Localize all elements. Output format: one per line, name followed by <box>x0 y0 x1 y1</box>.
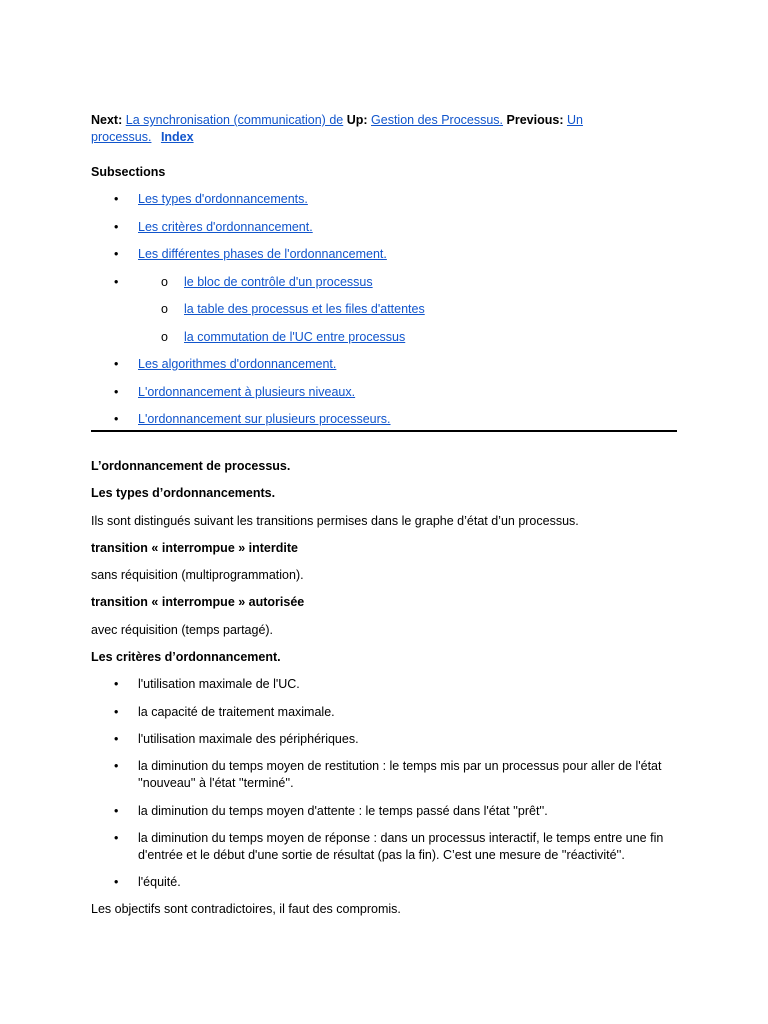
toc-link-bloc-controle[interactable]: le bloc de contrôle d'un processus <box>184 274 373 289</box>
up-link[interactable]: Gestion des Processus. <box>371 113 504 127</box>
section-title: L’ordonnancement de processus. <box>91 459 291 473</box>
toc-item <box>91 246 677 274</box>
subsections-heading: Subsections <box>91 165 166 179</box>
toc-link-criteres[interactable]: Les critères d'ordonnancement. <box>138 219 313 234</box>
toc-subitem <box>91 301 677 329</box>
previous-link-continued[interactable]: processus. <box>91 130 152 144</box>
list-item: • la diminution du temps moyen de réponse : dans un processus interactif, le temps entre une fin d'entrée et le début d'une sortie de résultat (pas la fin). C’est une mesure de ''réactivité''. <box>91 830 677 864</box>
paragraph-types: Ils sont distingués suivant les transitions permises dans le graphe d’état d’un processus. <box>91 513 579 528</box>
criteres-list <box>91 676 677 891</box>
index-link[interactable]: Index <box>160 130 194 144</box>
toc-link-niveaux[interactable]: L'ordonnancement à plusieurs niveaux. <box>138 384 356 399</box>
toc-link-table-processus[interactable]: la table des processus et les files d'attentes <box>184 302 425 316</box>
toc-item <box>91 219 677 247</box>
navigation-bar <box>91 112 677 146</box>
heading-criteres: Les critères d’ordonnancement. <box>91 650 281 665</box>
toc-link-types[interactable]: Les types d'ordonnancements. <box>138 192 308 206</box>
previous-link[interactable]: Un <box>566 113 583 127</box>
list-item: • la diminution du temps moyen de restitution : le temps mis par un processus pour aller de l'état ''nouveau'' à l'état ''terminé''. <box>91 758 677 792</box>
toc-link-processeurs[interactable]: L'ordonnancement sur plusieurs processeurs. <box>138 412 391 426</box>
toc-subitem <box>91 274 677 302</box>
toc-subitem <box>91 329 677 357</box>
toc-link-commutation[interactable]: la commutation de l'UC entre processus <box>184 329 406 344</box>
toc-item <box>91 411 677 430</box>
list-item: • la diminution du temps moyen d'attente : le temps passé dans l'état ''prêt''. <box>91 803 677 820</box>
heading-types: Les types d’ordonnancements. <box>91 486 276 501</box>
toc-item <box>91 384 677 412</box>
document-content <box>91 112 677 929</box>
list-item: • la capacité de traitement maximale. <box>91 704 677 721</box>
toc-link-phases[interactable]: Les différentes phases de l'ordonnancement. <box>138 247 387 261</box>
definition-transition-interdite: sans réquisition (multiprogrammation). <box>91 568 304 583</box>
term-transition-autorisee: transition « interrompue » autorisée <box>91 595 305 610</box>
term-transition-interdite: transition « interrompue » interdite <box>91 540 298 555</box>
subsections-list <box>91 191 677 430</box>
body-text <box>91 458 677 929</box>
toc-link-algorithmes[interactable]: Les algorithmes d'ordonnancement. <box>138 357 337 371</box>
next-link[interactable]: La synchronisation (communication) de <box>125 113 344 127</box>
previous-label: Previous: <box>506 113 564 127</box>
next-label: Next: <box>91 113 123 127</box>
list-item: • l'utilisation maximale des périphériques. <box>91 731 677 748</box>
horizontal-rule <box>91 430 677 432</box>
toc-item <box>91 191 677 219</box>
list-item: • l'utilisation maximale de l'UC. <box>91 676 677 693</box>
toc-item <box>91 356 677 384</box>
list-item: • l'équité. <box>91 874 677 891</box>
definition-transition-autorisee: avec réquisition (temps partagé). <box>91 622 274 637</box>
toc-subitem-group <box>91 274 677 357</box>
toc-sublist <box>138 274 677 357</box>
conclusion-paragraph: Les objectifs sont contradictoires, il faut des compromis. <box>91 902 401 917</box>
up-label: Up: <box>346 113 368 127</box>
